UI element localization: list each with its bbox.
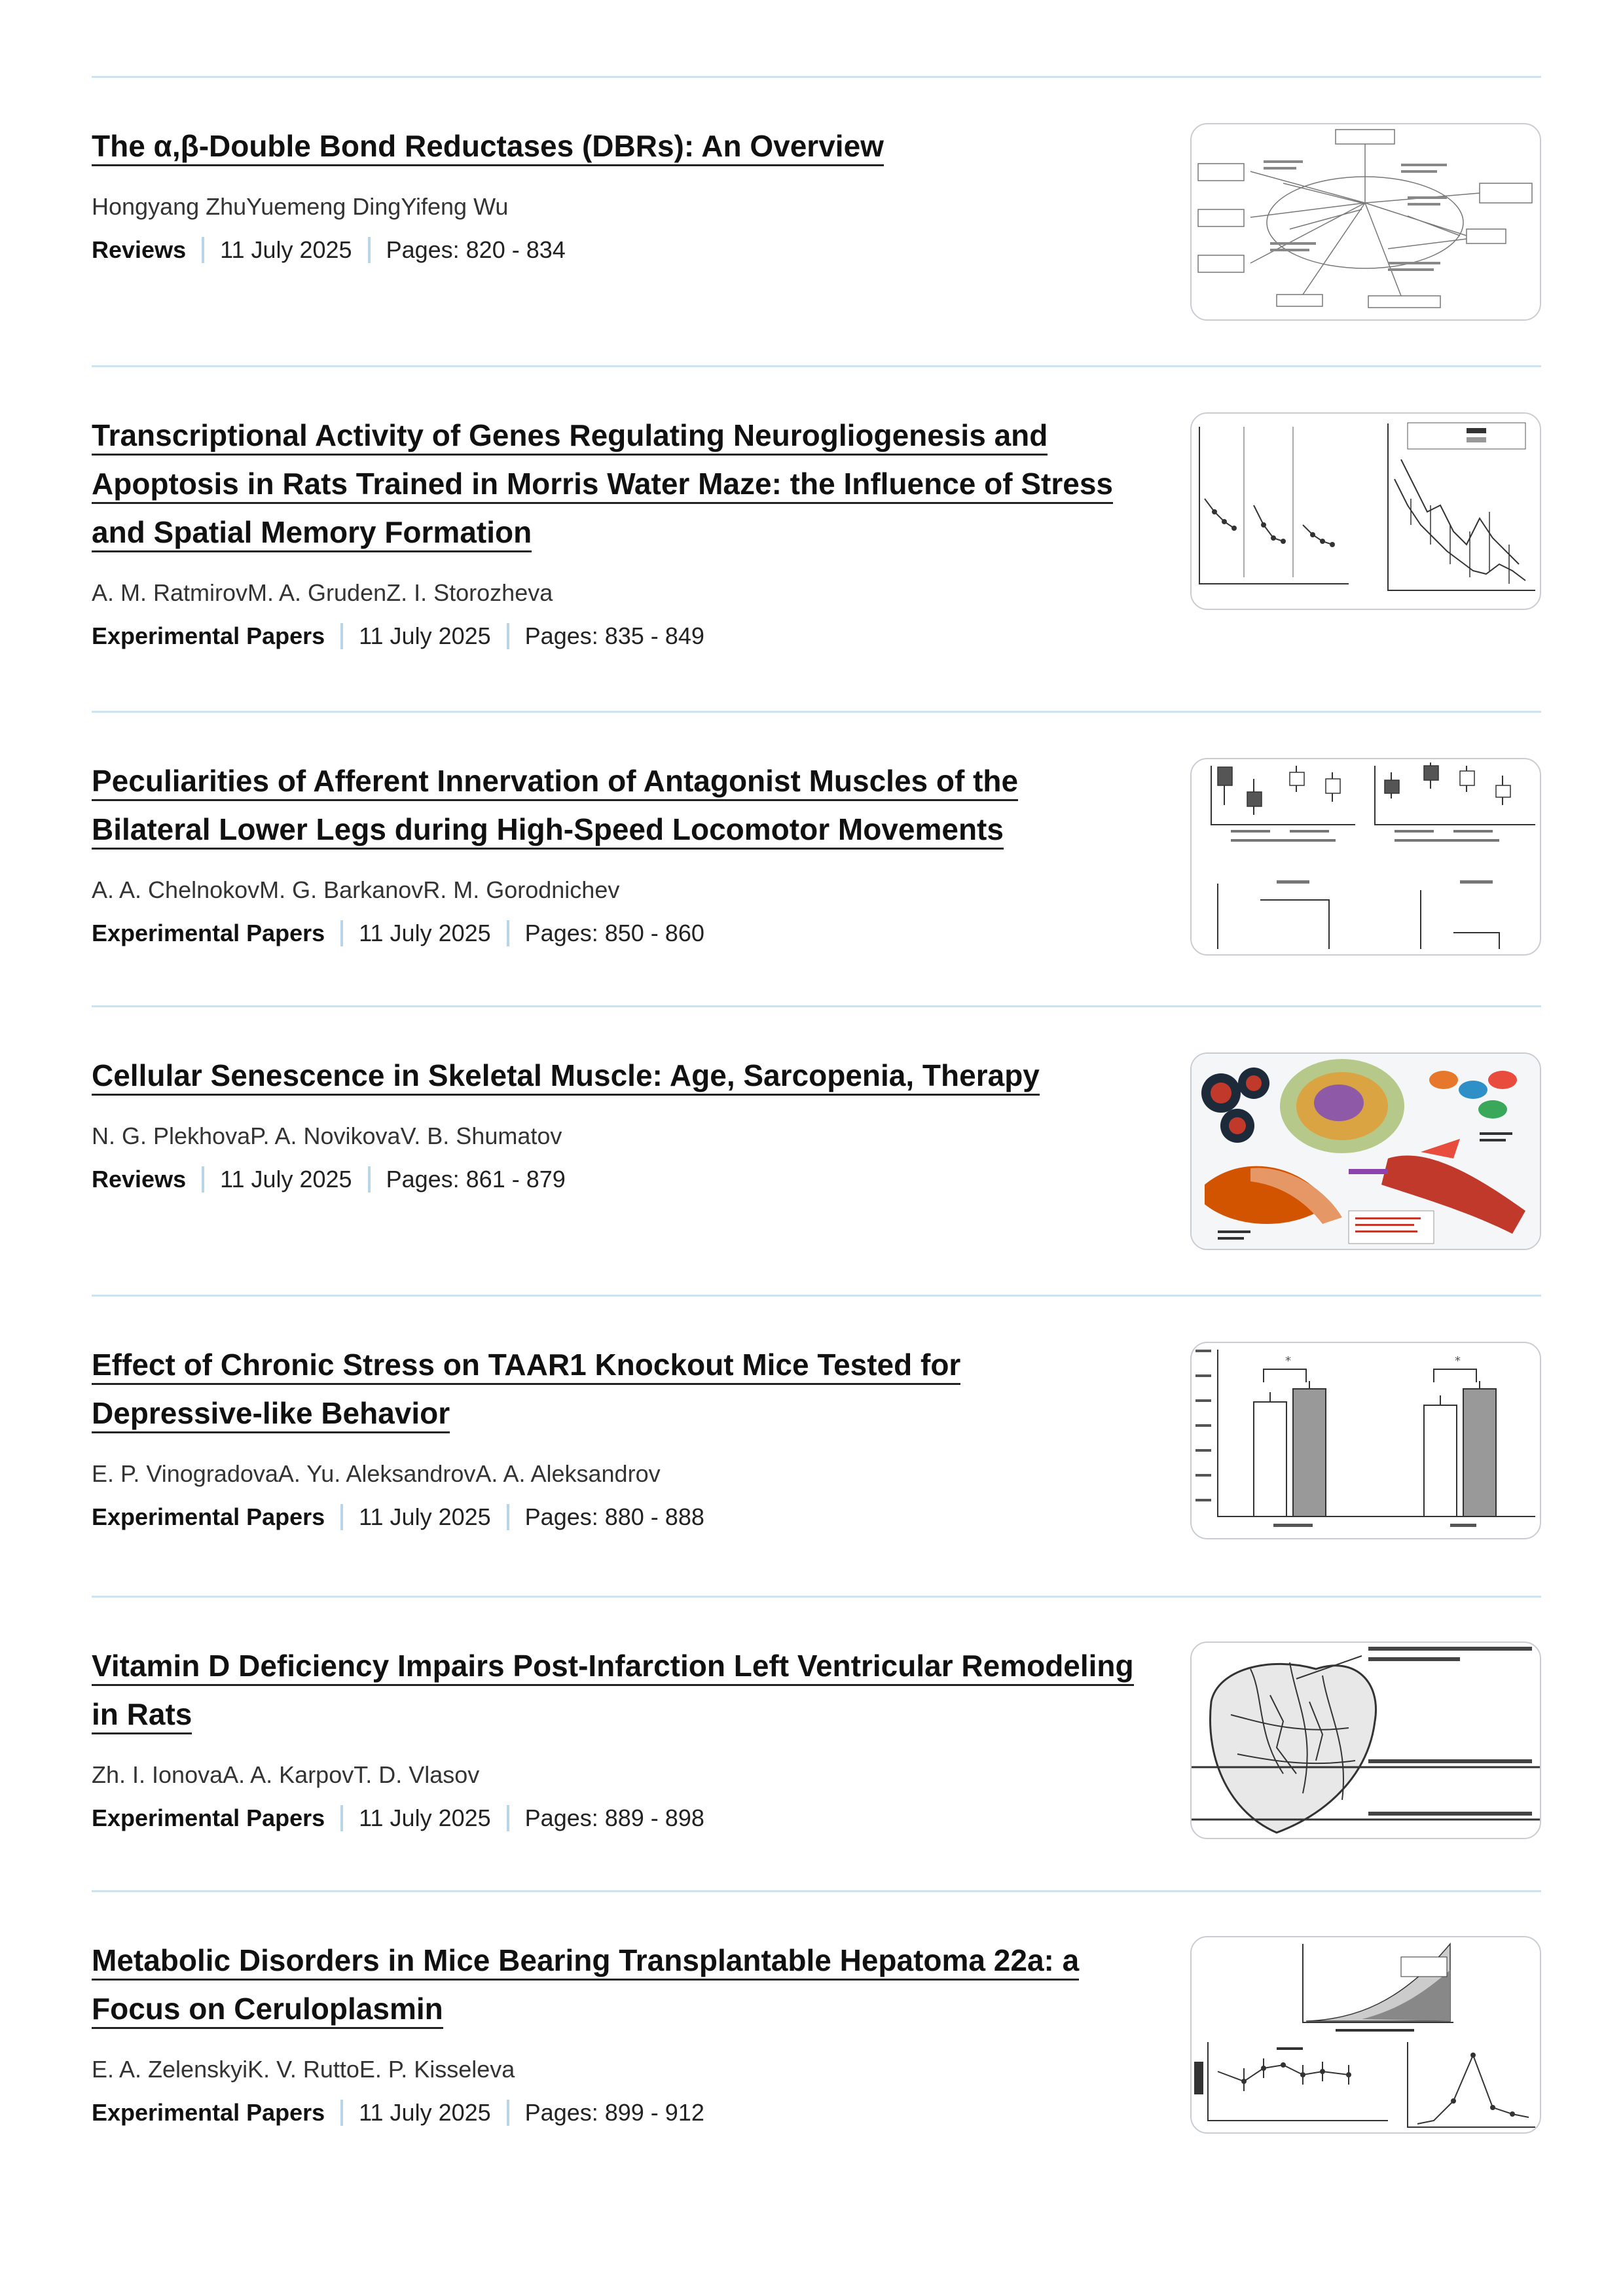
heart-illustration-icon xyxy=(1192,1643,1540,1838)
article-title-link[interactable]: The α,β-Double Bond Reductases (DBRs): An Overview xyxy=(92,122,1139,170)
divider xyxy=(92,76,1541,78)
pathway-diagram-icon xyxy=(1192,124,1540,319)
article-authors: Zh. I. IonovaA. A. KarpovT. D. Vlasov xyxy=(92,1761,480,1788)
article-title-link[interactable]: Transcriptional Activity of Genes Regulating Neurogliogenesis and Apoptosis in Rats Trained in Morris Water Maze: the Influence of Stress and Spatial Memory Formation xyxy=(92,411,1139,556)
article-pages: Pages: 861 - 879 xyxy=(386,1166,566,1193)
divider xyxy=(92,711,1541,713)
article-date: 11 July 2025 xyxy=(359,2099,491,2126)
article-authors: E. A. ZelenskyiK. V. RuttoE. P. Kisseleva xyxy=(92,2056,515,2083)
article-title-link[interactable]: Peculiarities of Afferent Innervation of Antagonist Muscles of the Bilateral Lower Legs during High-Speed Locomotor Movements xyxy=(92,757,1139,853)
article-pages: Pages: 889 - 898 xyxy=(524,1804,704,1831)
article-type: Experimental Papers xyxy=(92,1503,325,1530)
meta-separator xyxy=(368,237,371,263)
article-authors: E. P. VinogradovaA. Yu. AleksandrovA. A. Aleksandrov xyxy=(92,1460,661,1487)
svg-text:*: * xyxy=(1455,1354,1461,1368)
article-date: 11 July 2025 xyxy=(220,1166,352,1193)
pathway-diagram-thumbnail[interactable] xyxy=(1190,123,1541,321)
article-authors: N. G. PlekhovaP. A. NovikovaV. B. Shumatov xyxy=(92,1122,562,1149)
article-authors: Hongyang ZhuYuemeng DingYifeng Wu xyxy=(92,193,509,220)
growth-curve-icon xyxy=(1192,1937,1540,2132)
article-type: Experimental Papers xyxy=(92,2099,325,2126)
muscle-illustration-icon xyxy=(1192,1054,1540,1249)
meta-separator xyxy=(340,920,343,946)
article-authors: A. A. ChelnokovM. G. BarkanovR. M. Gorodnichev xyxy=(92,876,620,903)
article-pages: Pages: 899 - 912 xyxy=(524,2099,704,2126)
article-title-link[interactable]: Effect of Chronic Stress on TAAR1 Knockout Mice Tested for Depressive-like Behavior xyxy=(92,1340,1139,1437)
growth-curve-thumbnail[interactable] xyxy=(1190,1936,1541,2134)
meta-separator xyxy=(507,920,509,946)
line-graphs-thumbnail[interactable] xyxy=(1190,412,1541,610)
article-pages: Pages: 850 - 860 xyxy=(524,920,704,946)
box-plots-thumbnail[interactable] xyxy=(1190,758,1541,956)
bar-chart-icon xyxy=(1192,1343,1540,1538)
divider xyxy=(92,1295,1541,1297)
meta-separator xyxy=(340,1805,343,1831)
box-plots-icon xyxy=(1192,759,1540,954)
article-authors: A. M. RatmirovM. A. GrudenZ. I. Storozheva xyxy=(92,579,553,606)
article-type: Experimental Papers xyxy=(92,1804,325,1831)
heart-illustration-thumbnail[interactable] xyxy=(1190,1641,1541,1839)
meta-separator xyxy=(340,2100,343,2126)
muscle-illustration-thumbnail[interactable] xyxy=(1190,1052,1541,1250)
meta-separator xyxy=(507,1805,509,1831)
article-type: Experimental Papers xyxy=(92,920,325,946)
divider xyxy=(92,1890,1541,1892)
article-type: Experimental Papers xyxy=(92,622,325,649)
meta-separator xyxy=(340,1504,343,1530)
article-pages: Pages: 880 - 888 xyxy=(524,1503,704,1530)
meta-separator xyxy=(368,1166,371,1193)
svg-text:*: * xyxy=(1285,1354,1291,1368)
article-date: 11 July 2025 xyxy=(359,1804,491,1831)
bar-chart-thumbnail[interactable] xyxy=(1190,1342,1541,1539)
divider xyxy=(92,1596,1541,1598)
article-date: 11 July 2025 xyxy=(359,622,491,649)
article-title-link[interactable]: Metabolic Disorders in Mice Bearing Transplantable Hepatoma 22a: a Focus on Ceruloplasmin xyxy=(92,1936,1139,2033)
article-title-link[interactable]: Vitamin D Deficiency Impairs Post-Infarction Left Ventricular Remodeling in Rats xyxy=(92,1641,1139,1738)
meta-separator xyxy=(507,623,509,649)
meta-separator xyxy=(507,1504,509,1530)
divider xyxy=(92,1005,1541,1007)
meta-separator xyxy=(340,623,343,649)
meta-separator xyxy=(202,237,204,263)
article-pages: Pages: 820 - 834 xyxy=(386,236,566,263)
article-type: Reviews xyxy=(92,236,187,263)
meta-separator xyxy=(202,1166,204,1193)
article-pages: Pages: 835 - 849 xyxy=(524,622,704,649)
article-date: 11 July 2025 xyxy=(359,1503,491,1530)
article-date: 11 July 2025 xyxy=(220,236,352,263)
line-graphs-icon xyxy=(1192,414,1540,609)
article-meta xyxy=(92,622,1541,651)
meta-separator xyxy=(507,2100,509,2126)
divider xyxy=(92,365,1541,367)
article-title-link[interactable]: Cellular Senescence in Skeletal Muscle: Age, Sarcopenia, Therapy xyxy=(92,1051,1139,1100)
article-type: Reviews xyxy=(92,1166,187,1193)
article-date: 11 July 2025 xyxy=(359,920,491,946)
